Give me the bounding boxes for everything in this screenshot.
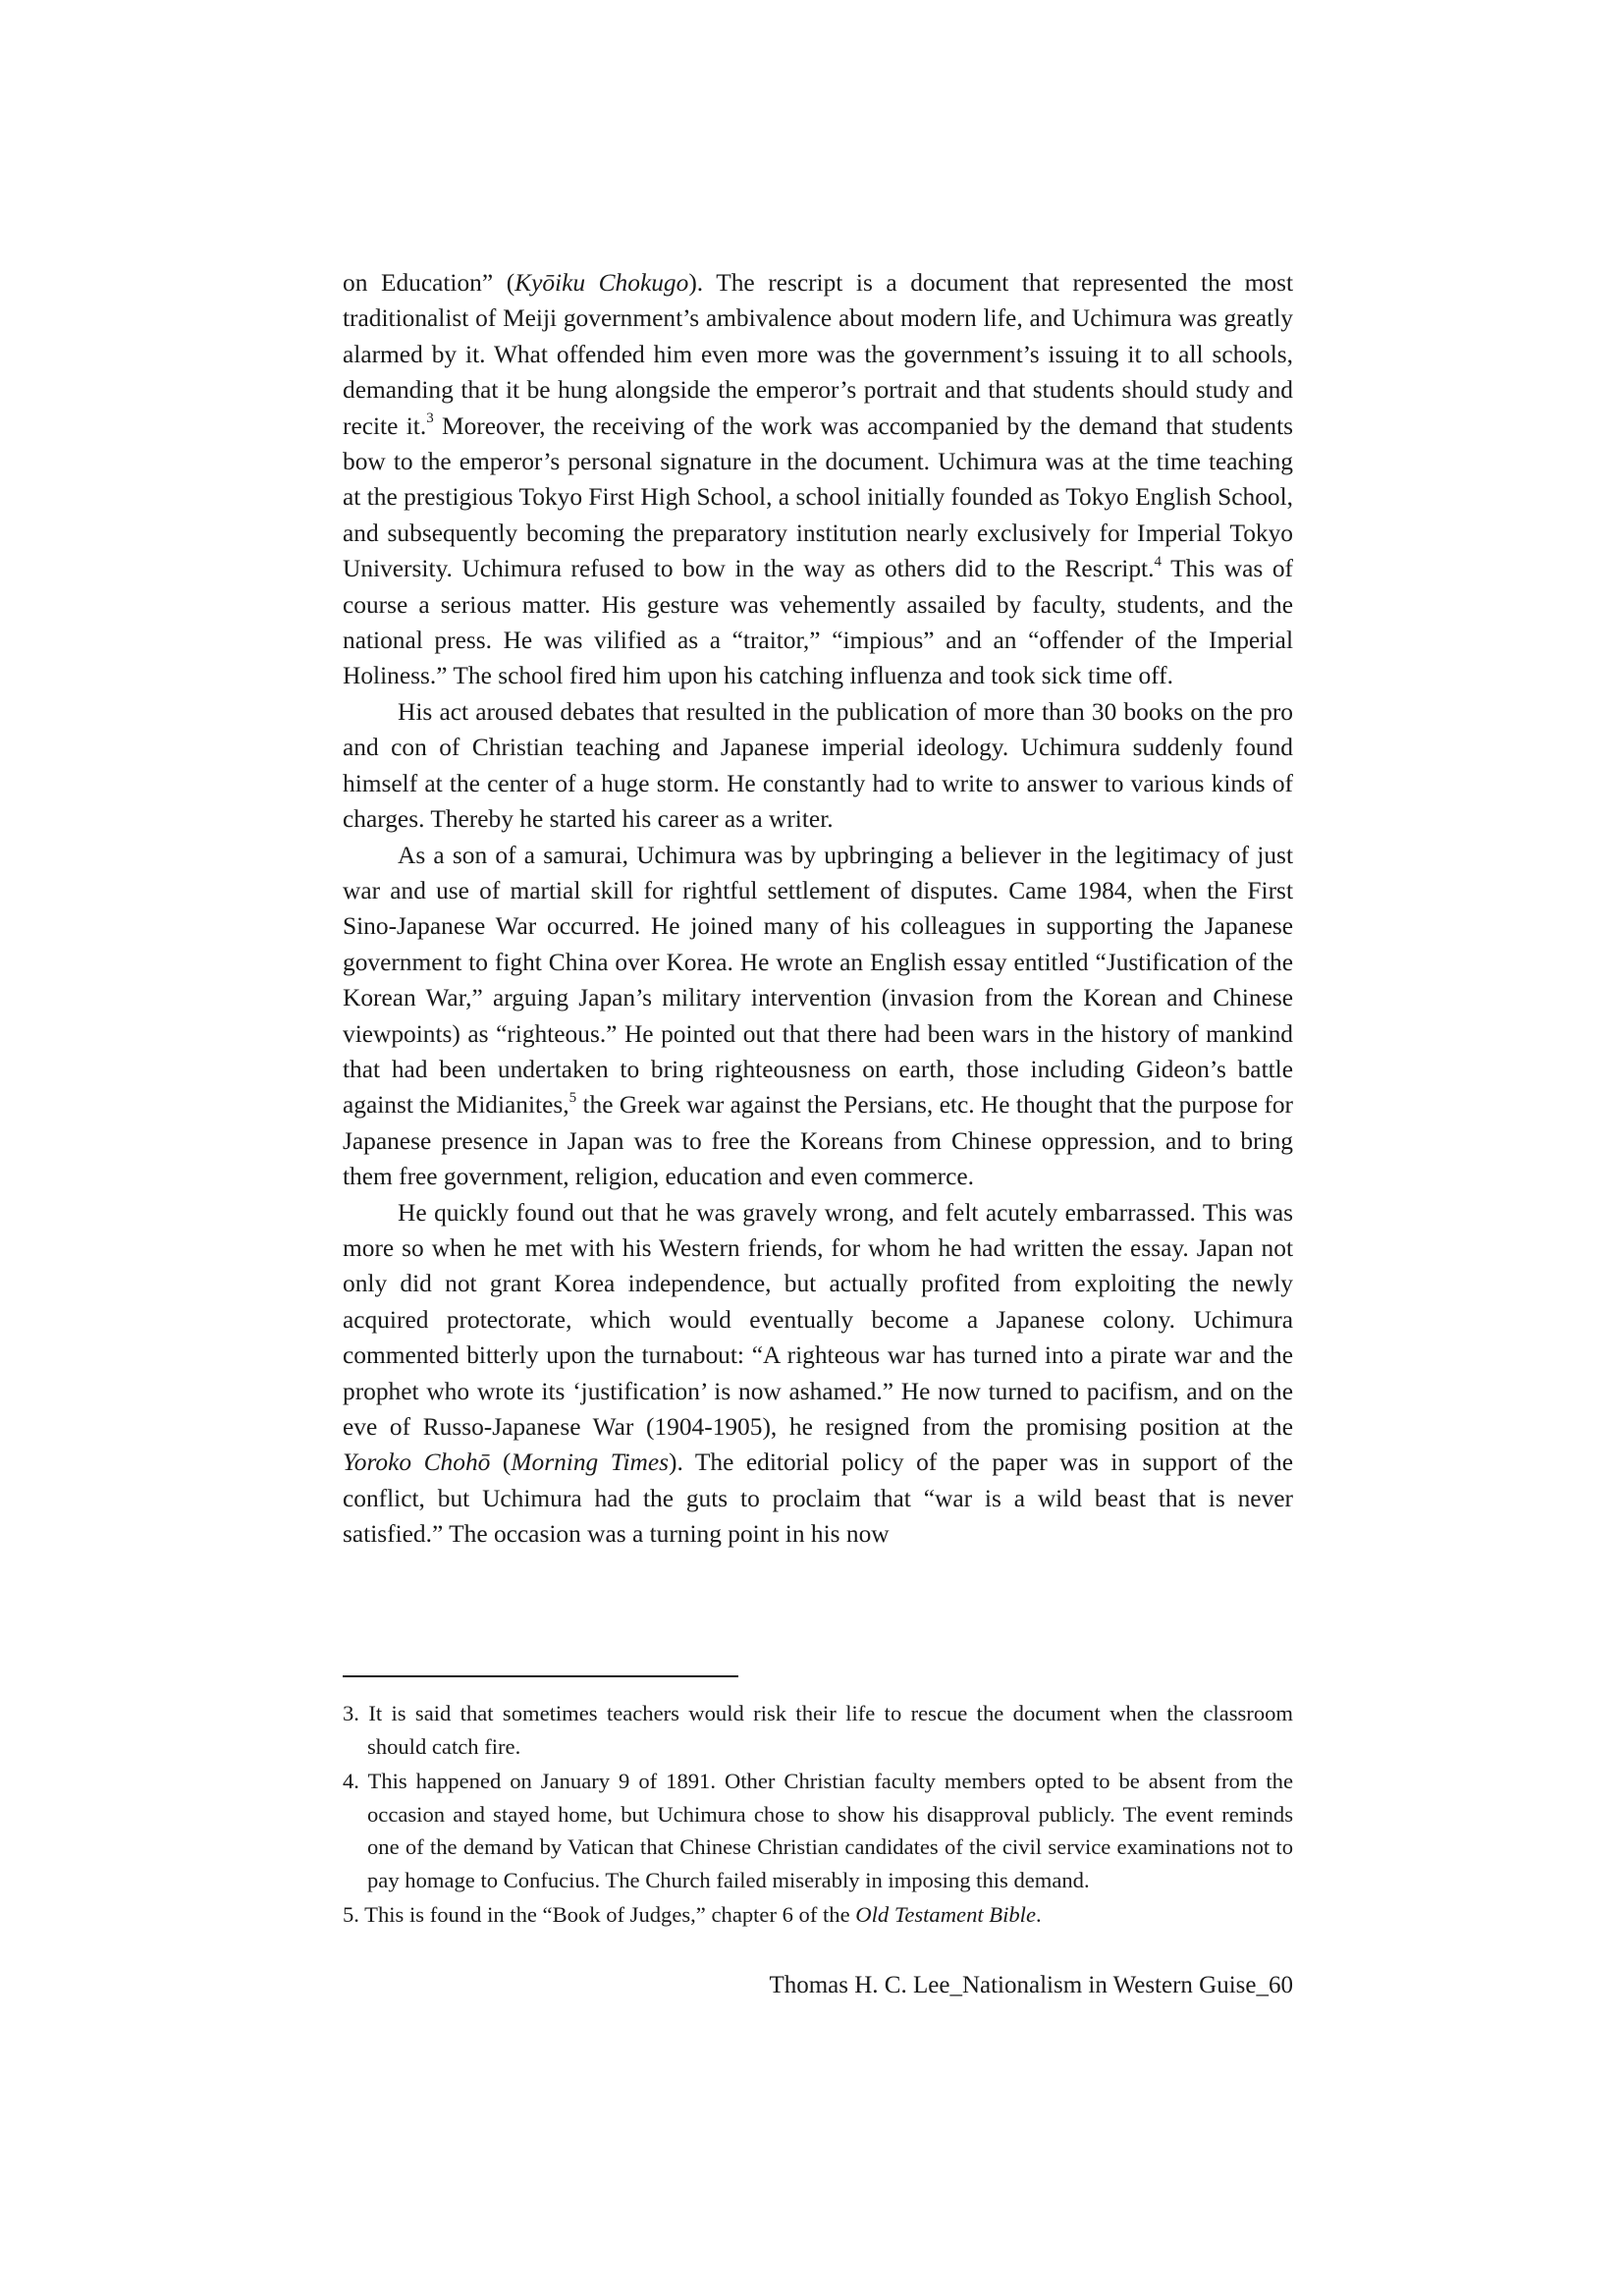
footnote-item <box>343 1765 1293 1896</box>
text-run: 4. This happened on January 9 of 1891. Other Christian faculty members opted to be absent from the occasion and stayed home, but Uchimura chose to show his disapproval publicly. The event reminds one of the demand by Vatican that Chinese Christian candidates of the civil service examinations not to pay homage to Confucius. The Church failed miserably in imposing this demand. <box>343 1769 1293 1892</box>
text-run: He quickly found out that he was gravely wrong, and felt acutely embarrassed. This was more so when he met with his Western friends, for whom he had written the essay. Japan not only did not grant Korea independence, but actually profited from exploiting the newly acquired protectorate, which would eventually become a Japanese colony. Uchimura commented bitterly upon the turnabout: “A righteous war has turned into a pirate war and the prophet who wrote its ‘justification’ is now ashamed.” He now turned to pacifism, and on the eve of Russo-Japanese War (1904-1905), he resigned from the promising position at the <box>343 1198 1293 1441</box>
text-run: 3. It is said that sometimes teachers would risk their life to rescue the document when the classroom should catch fire. <box>343 1701 1293 1759</box>
footnote-item <box>343 1697 1293 1763</box>
italic-text: Old Testament Bible <box>855 1902 1036 1927</box>
body-paragraph <box>343 265 1293 694</box>
text-run: His act aroused debates that resulted in the publication of more than 30 books on the pro and con of Christian teaching and Japanese imperial ideology. Uchimura suddenly found himself at the center of a huge storm. He constantly had to write to answer to various kinds of charges. Thereby he started his career as a writer. <box>343 697 1293 834</box>
footnotes <box>343 1697 1293 1934</box>
running-footer: Thomas H. C. Lee_Nationalism in Western Guise_60 <box>769 1972 1293 1998</box>
body-paragraph <box>343 1195 1293 1553</box>
footnote-ref[interactable]: 3 <box>426 410 434 427</box>
text-run: ). The rescript is a document that represented the most traditionalist of Meiji government’s ambivalence about modern life, and Uchimura was greatly alarmed by it. What offended him even more was the government’s issuing it to all schools, demanding that it be hung alongside the emperor’s portrait and that students should study and recite it. <box>343 269 1294 440</box>
italic-text: Yoroko Chohō <box>343 1449 491 1477</box>
text-run: ). The editorial policy of the paper was in support of the conflict, but Uchimura had the guts to proclaim that “war is a wild beast that is never satisfied.” The occasion was a turning point in his now <box>343 1449 1293 1549</box>
text-run: This was of course a serious matter. His gesture was vehemently assailed by faculty, students, and the national press. He was vilified as a “traitor,” “impious” and an “offender of the Imperial Holiness.” The school fired him upon his catching influenza and took sick time off. <box>343 555 1293 690</box>
text-run: . <box>1035 1902 1042 1927</box>
body-paragraph <box>343 694 1293 838</box>
text-run: Moreover, the receiving of the work was accompanied by the demand that students bow to the emperor’s personal signature in the document. Uchimura was at the time teaching at the prestigious Tokyo First High School, a school initially founded as Tokyo English School, and subsequently becoming the preparatory institution nearly exclusively for Imperial Tokyo University. Uchimura refused to bow in the way as others did to the Rescript. <box>343 411 1293 583</box>
body-paragraph <box>343 838 1293 1195</box>
text-run: on Education” ( <box>343 269 515 297</box>
footnote-divider <box>343 1675 738 1677</box>
italic-text: Morning Times <box>511 1449 670 1477</box>
footnote-ref[interactable]: 5 <box>568 1089 577 1106</box>
footnote-ref[interactable]: 4 <box>1154 553 1162 570</box>
body-text <box>343 265 1293 1553</box>
text-run: 5. This is found in the “Book of Judges,” chapter 6 of the <box>343 1902 856 1927</box>
italic-text: Kyōiku Chokugo <box>514 269 689 297</box>
text-run: As a son of a samurai, Uchimura was by upbringing a believer in the legitimacy of just war and use of martial skill for rightful settlement of disputes. Came 1984, when the First Sino-Japanese War occurred. He joined many of his colleagues in supporting the Japanese government to fight China over Korea. He wrote an English essay entitled “Justification of the Korean War,” arguing Japan’s military intervention (invasion from the Korean and Chinese viewpoints) as “righteous.” He pointed out that there had been wars in the history of mankind that had been undertaken to bring righteousness on earth, those including Gideon’s battle against the Midianites, <box>343 841 1293 1120</box>
footnote-item <box>343 1898 1293 1932</box>
text-run: ( <box>490 1449 512 1477</box>
text-run: the Greek war against the Persians, etc. He thought that the purpose for Japanese presence in Japan was to free the Koreans from Chinese oppression, and to bring them free government, religion, education and even commerce. <box>343 1091 1293 1191</box>
